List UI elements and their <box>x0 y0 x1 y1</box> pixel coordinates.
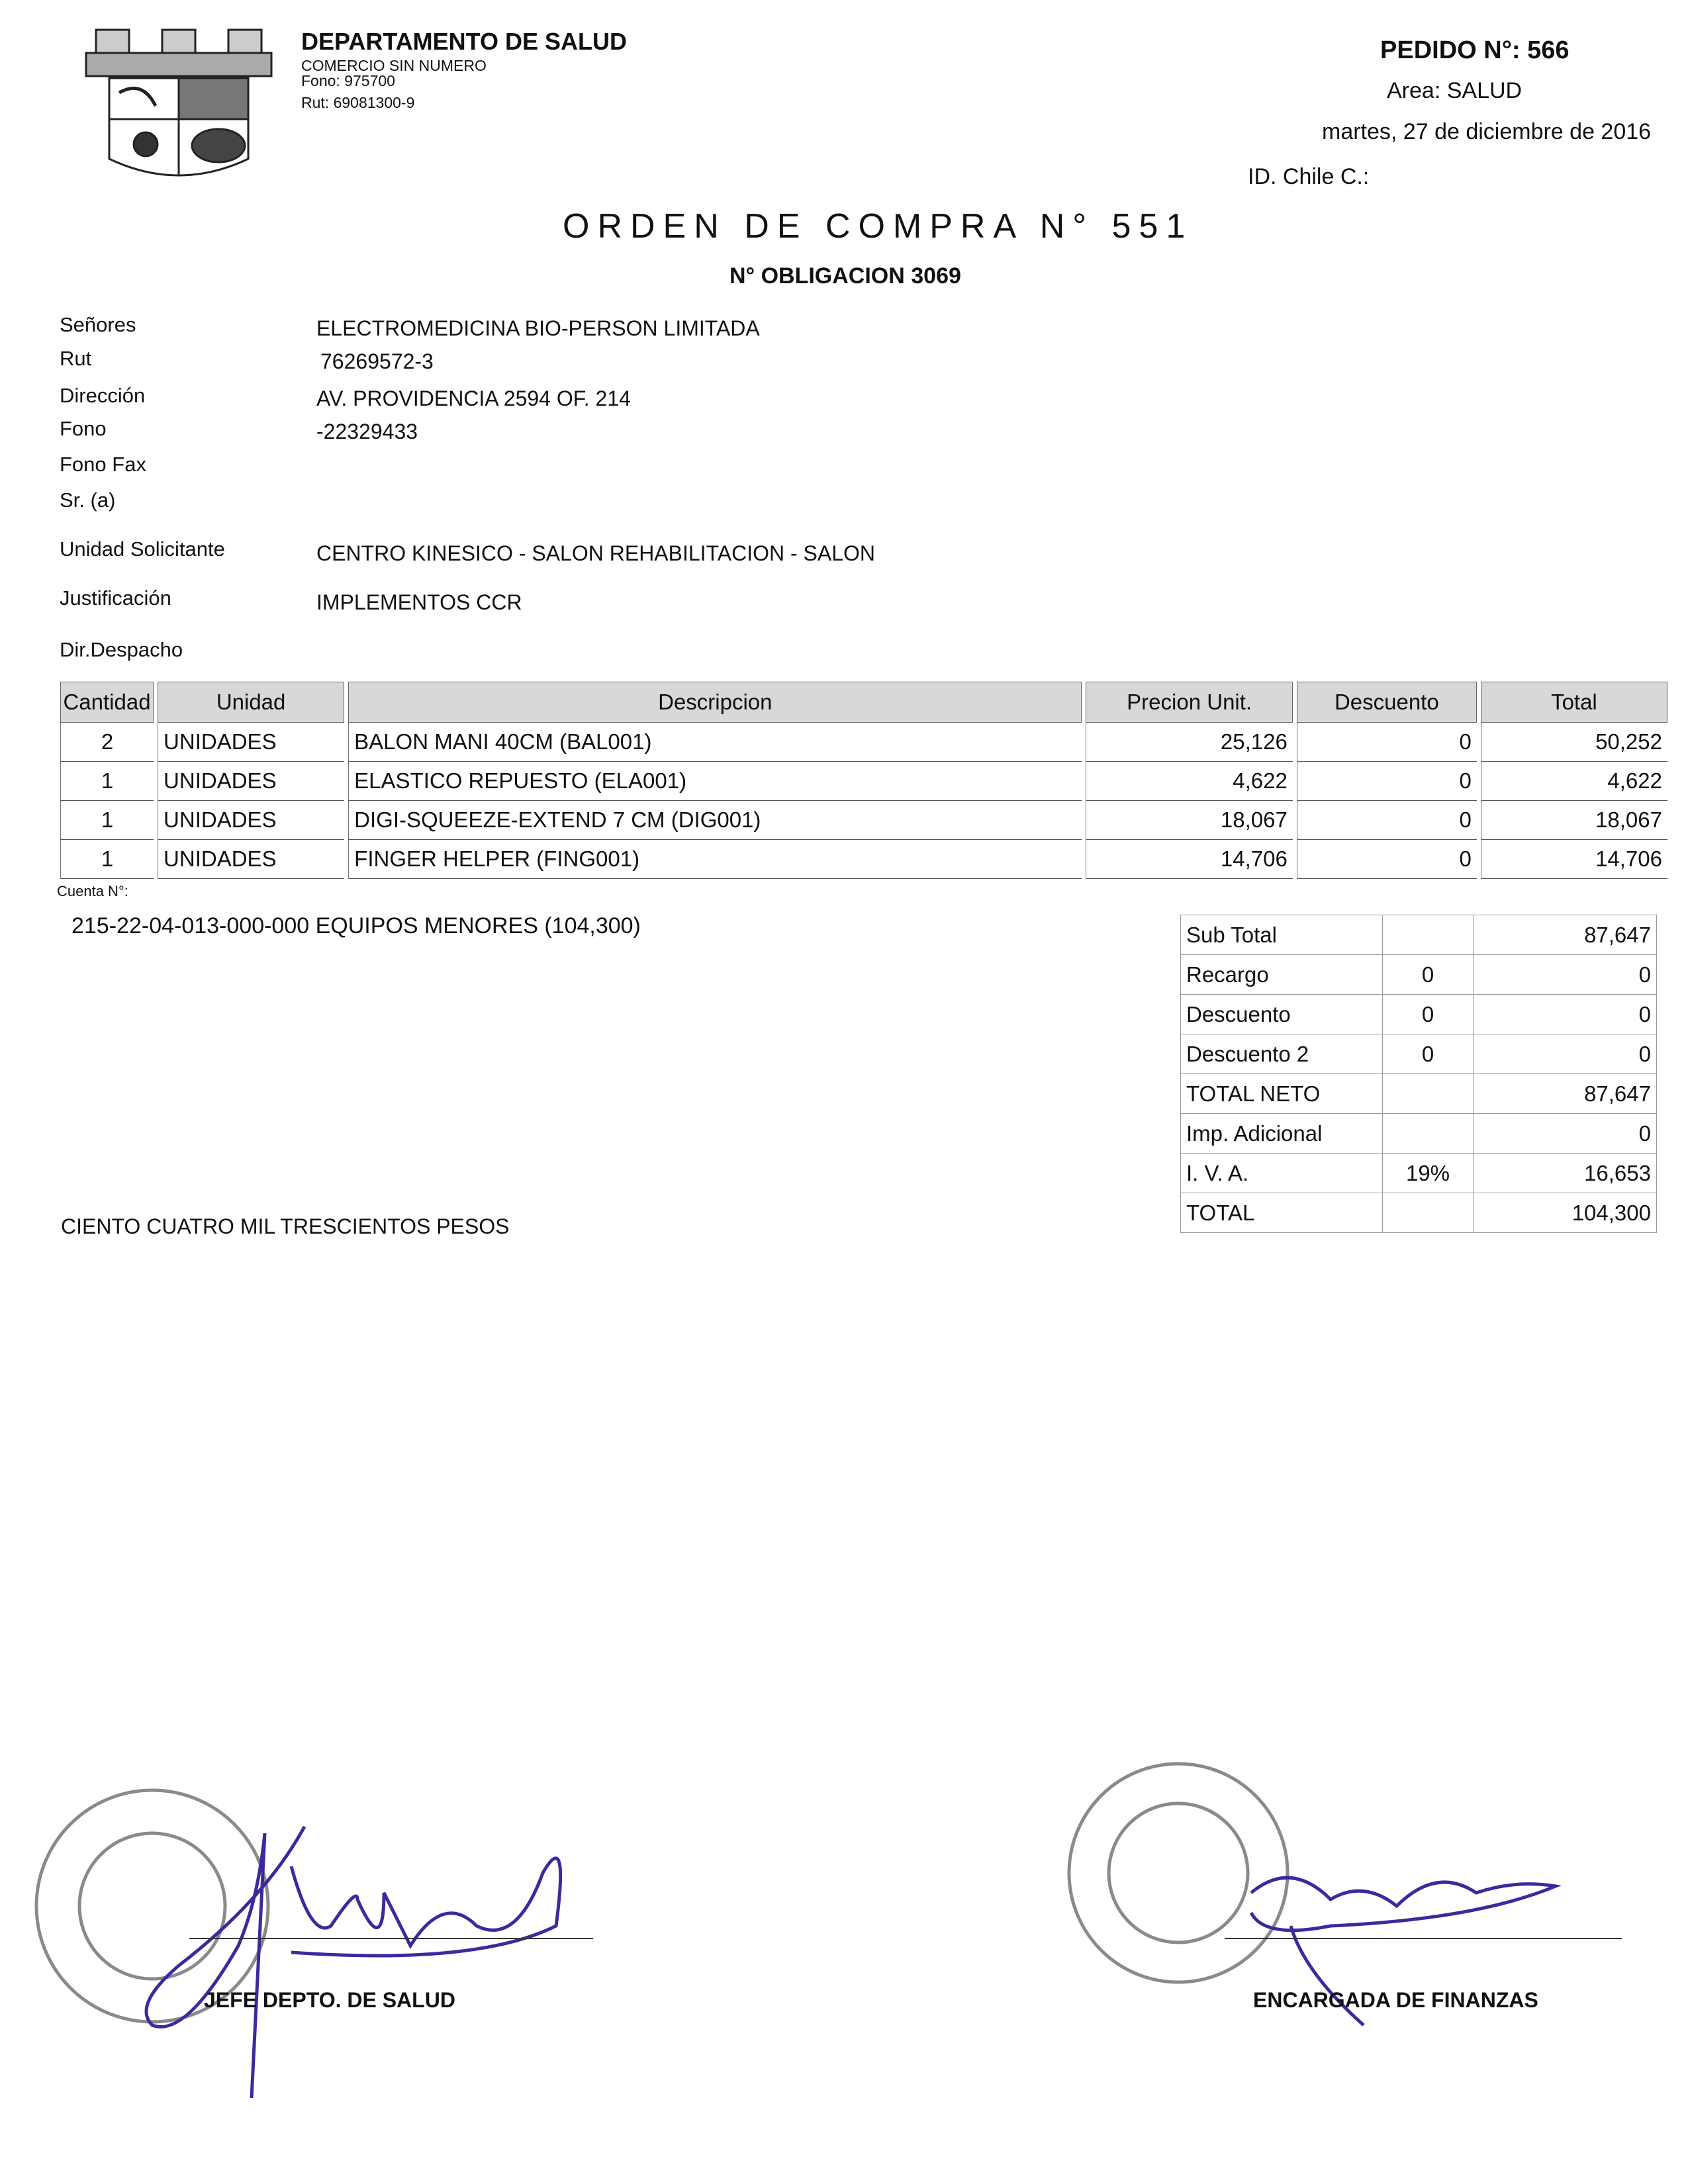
items-header-row <box>60 682 1667 723</box>
totals-rate <box>1383 915 1474 955</box>
totals-label: Descuento 2 <box>1181 1034 1383 1074</box>
item-precio: 18,067 <box>1086 801 1292 840</box>
totals-label: TOTAL <box>1181 1193 1383 1233</box>
totals-rate: 0 <box>1383 995 1474 1034</box>
label-fono-fax: Fono Fax <box>60 453 146 476</box>
item-unidad: UNIDADES <box>158 762 344 801</box>
justificacion: IMPLEMENTOS CCR <box>316 590 522 614</box>
totals-amount: 87,647 <box>1474 1074 1657 1114</box>
totals-rate: 19% <box>1383 1154 1474 1193</box>
label-dir-despacho: Dir.Despacho <box>60 638 183 661</box>
table-row <box>60 723 1667 762</box>
totals-rate <box>1383 1074 1474 1114</box>
totals-amount: 0 <box>1474 1034 1657 1074</box>
label-unidad-solicitante: Unidad Solicitante <box>60 537 225 561</box>
item-precio: 14,706 <box>1086 840 1292 879</box>
label-justificacion: Justificación <box>60 586 171 610</box>
totals-rate <box>1383 1193 1474 1233</box>
totals-row-subtotal <box>1181 915 1657 955</box>
item-descripcion: DIGI-SQUEEZE-EXTEND 7 CM (DIG001) <box>348 801 1082 840</box>
item-descripcion: BALON MANI 40CM (BAL001) <box>348 723 1082 762</box>
totals-amount: 87,647 <box>1474 915 1657 955</box>
item-total: 4,622 <box>1481 762 1667 801</box>
table-row <box>60 801 1667 840</box>
cuenta-label: Cuenta N°: <box>57 883 128 899</box>
item-unidad: UNIDADES <box>158 840 344 879</box>
label-senores: Señores <box>60 313 136 336</box>
totals-rate <box>1383 1114 1474 1154</box>
department-rut: Rut: 69081300-9 <box>301 94 415 111</box>
item-descuento: 0 <box>1297 762 1477 801</box>
item-total: 18,067 <box>1481 801 1667 840</box>
header-descripcion: Descripcion <box>348 682 1082 723</box>
left-signature-line <box>189 1938 593 1939</box>
supplier-phone: -22329433 <box>316 420 418 443</box>
pedido-number: PEDIDO N°: 566 <box>1380 36 1570 64</box>
label-direccion: Dirección <box>60 384 146 407</box>
supplier-rut: 76269572-3 <box>320 349 434 373</box>
header-cantidad: Cantidad <box>60 682 154 723</box>
totals-amount: 0 <box>1474 1114 1657 1154</box>
header-precio-unit: Precion Unit. <box>1086 682 1292 723</box>
totals-table <box>1180 915 1657 1233</box>
totals-amount: 104,300 <box>1474 1193 1657 1233</box>
id-chile: ID. Chile C.: <box>1248 164 1370 189</box>
item-cantidad: 2 <box>60 723 154 762</box>
totals-row-descuento <box>1181 995 1657 1034</box>
totals-label: I. V. A. <box>1181 1154 1383 1193</box>
unidad-solicitante: CENTRO KINESICO - SALON REHABILITACION - SALON <box>316 541 875 565</box>
order-date: martes, 27 de diciembre de 2016 <box>1322 119 1652 144</box>
area: Area: SALUD <box>1387 78 1523 103</box>
amount-in-words: CIENTO CUATRO MIL TRESCIENTOS PESOS <box>61 1214 510 1238</box>
item-cantidad: 1 <box>60 801 154 840</box>
totals-label: Descuento <box>1181 995 1383 1034</box>
totals-label: Imp. Adicional <box>1181 1114 1383 1154</box>
totals-row-descuento-2 <box>1181 1034 1657 1074</box>
item-unidad: UNIDADES <box>158 801 344 840</box>
header-unidad: Unidad <box>158 682 344 723</box>
item-descuento: 0 <box>1297 723 1477 762</box>
item-precio: 4,622 <box>1086 762 1292 801</box>
department-name: DEPARTAMENTO DE SALUD <box>301 28 628 55</box>
items-table <box>56 682 1671 879</box>
item-total: 14,706 <box>1481 840 1667 879</box>
supplier-address: AV. PROVIDENCIA 2594 OF. 214 <box>316 387 631 410</box>
totals-row-iva <box>1181 1154 1657 1193</box>
table-row <box>60 840 1667 879</box>
totals-amount: 16,653 <box>1474 1154 1657 1193</box>
totals-row-total-neto <box>1181 1074 1657 1114</box>
totals-row-recargo <box>1181 955 1657 995</box>
item-descripcion: ELASTICO REPUESTO (ELA001) <box>348 762 1082 801</box>
totals-amount: 0 <box>1474 955 1657 995</box>
totals-rate: 0 <box>1383 1034 1474 1074</box>
obligation-number: N° OBLIGACION 3069 <box>729 263 961 289</box>
totals-rate: 0 <box>1383 955 1474 995</box>
cuenta-value: 215-22-04-013-000-000 EQUIPOS MENORES (104,300) <box>71 913 641 938</box>
item-precio: 25,126 <box>1086 723 1292 762</box>
label-fono: Fono <box>60 417 107 440</box>
department-address: COMERCIO SIN NUMERO <box>301 57 487 74</box>
right-signature-label: ENCARGADA DE FINANZAS <box>1253 1988 1538 2012</box>
item-descuento: 0 <box>1297 840 1477 879</box>
item-cantidad: 1 <box>60 762 154 801</box>
item-descuento: 0 <box>1297 801 1477 840</box>
item-cantidad: 1 <box>60 840 154 879</box>
order-title: ORDEN DE COMPRA N° 551 <box>563 207 1194 246</box>
department-phone: Fono: 975700 <box>301 72 395 89</box>
item-total: 50,252 <box>1481 723 1667 762</box>
left-stamp-and-signature <box>13 1727 596 2111</box>
right-signature-line <box>1225 1938 1622 1939</box>
municipal-crest-logo <box>70 26 288 182</box>
totals-label: Recargo <box>1181 955 1383 995</box>
header-total: Total <box>1481 682 1667 723</box>
header-descuento: Descuento <box>1297 682 1477 723</box>
totals-label: Sub Total <box>1181 915 1383 955</box>
totals-amount: 0 <box>1474 995 1657 1034</box>
totals-row-imp-adicional <box>1181 1114 1657 1154</box>
totals-row-total <box>1181 1193 1657 1233</box>
label-rut: Rut <box>60 347 92 370</box>
item-unidad: UNIDADES <box>158 723 344 762</box>
supplier-name: ELECTROMEDICINA BIO-PERSON LIMITADA <box>316 316 760 340</box>
label-sra: Sr. (a) <box>60 488 116 512</box>
totals-label: TOTAL NETO <box>1181 1074 1383 1114</box>
left-signature-label: JEFE DEPTO. DE SALUD <box>204 1988 455 2012</box>
table-row <box>60 762 1667 801</box>
item-descripcion: FINGER HELPER (FING001) <box>348 840 1082 879</box>
